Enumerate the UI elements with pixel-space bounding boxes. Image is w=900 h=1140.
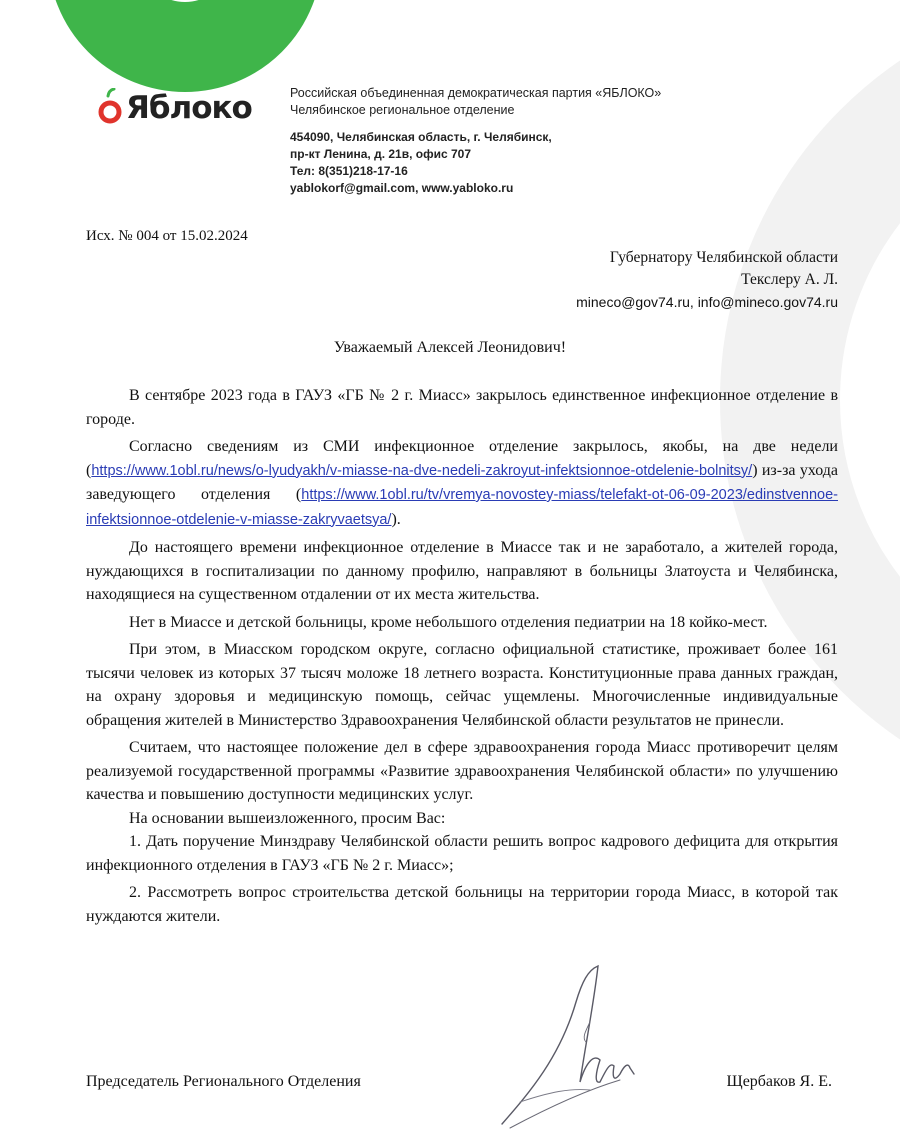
paragraph-6: Считаем, что настоящее положение дел в сфере здравоохранения города Миасс противоречит целям реализуемой государственной программы «Развитие здравоохранения Челябинской области» по улучшению качества и повышению доступности медицинских услуг. bbox=[86, 739, 838, 803]
logo-text: Яблоко bbox=[126, 90, 252, 126]
paragraph-2 bbox=[86, 435, 838, 532]
paragraph-7: На основании вышеизложенного, просим Вас: bbox=[129, 809, 446, 827]
request-item-2: 2. Рассмотреть вопрос строительства детской больницы на территории города Миасс, в которой так нуждаются жители. bbox=[86, 884, 838, 925]
handwritten-signature bbox=[490, 962, 650, 1132]
apple-logo-icon bbox=[96, 88, 124, 128]
paragraph-1: В сентябре 2023 года в ГАУЗ «ГБ № 2 г. Миасс» закрылось единственное инфекционное отделение в городе. bbox=[86, 387, 838, 428]
signatory-title: Председатель Регионального Отделения bbox=[86, 1073, 361, 1090]
outgoing-reference: Исх. № 004 от 15.02.2024 bbox=[86, 228, 248, 244]
letterhead bbox=[290, 85, 661, 197]
paragraph-4: Нет в Миассе и детской больницы, кроме небольшого отделения педиатрии на 18 койко-мест. bbox=[129, 613, 768, 631]
regional-division: Челябинское региональное отделение bbox=[290, 103, 515, 117]
paragraph-2-text-b: ) из-за ухода заведующего отделения ( bbox=[86, 461, 838, 503]
greeting: Уважаемый Алексей Леонидович! bbox=[333, 339, 567, 356]
phone: Тел: 8(351)218-17-16 bbox=[290, 164, 408, 178]
paragraph-2-text-a: Согласно сведениям из СМИ инфекционное отделение закрылось, якобы, на две недели ( bbox=[86, 438, 838, 479]
signatory-name: Щербаков Я. Е. bbox=[726, 1073, 832, 1090]
request-item-1: 1. Дать поручение Минздраву Челябинской области решить вопрос кадрового дефицита для открытия инфекционного отделения в ГАУЗ «ГБ № 2 г. Миасс»; bbox=[86, 833, 838, 874]
yabloko-logo bbox=[96, 88, 252, 128]
news-link-2[interactable]: https://www.1obl.ru/tv/vremya-novostey-miass/telefakt-ot-06-09-2023/edinstvennoe-infektsionnoe-otdelenie-v-miasse-zakryvaetsya/ bbox=[86, 487, 838, 528]
addressee-name: Текслеру А. Л. bbox=[741, 271, 838, 288]
news-link-1[interactable]: https://www.1obl.ru/news/o-lyudyakh/v-miasse-na-dve-nedeli-zakroyut-infektsionnoe-otdelenie-bolnitsy/ bbox=[91, 462, 753, 479]
addressee-title: Губернатору Челябинской области bbox=[609, 249, 838, 266]
paragraph-3: До настоящего времени инфекционное отделение в Миассе так и не заработало, а жителей города, нуждающихся в госпитализации по данному профилю, направляют в больницы Златоуста и Челябинска, находящиеся на существенном отдалении от их места жительства. bbox=[86, 539, 838, 603]
address-line-2: пр-кт Ленина, д. 21в, офис 707 bbox=[290, 147, 472, 161]
email-website: yablokorf@gmail.com, www.yabloko.ru bbox=[290, 181, 514, 195]
paragraph-2-text-c: ). bbox=[391, 510, 401, 528]
addressee bbox=[576, 247, 838, 313]
letter-body bbox=[86, 384, 838, 928]
party-name: Российская объединенная демократическая партия «ЯБЛОКО» bbox=[290, 86, 662, 100]
addressee-emails: mineco@gov74.ru, info@mineco.gov74.ru bbox=[576, 294, 838, 310]
paragraph-5: При этом, в Миасском городском округе, согласно официальной статистике, проживает более 161 тысячи человек из которых 37 тысяч моложе 18 летнего возраста. Конституционные права данных граждан, на охрану здоровья и медицинскую помощь, сейчас ущемлены. Многочисленные индивидуальные обращения жителей в Министерство Здравоохранения Челябинской области результатов не принесли. bbox=[86, 641, 838, 729]
address-line-1: 454090, Челябинская область, г. Челябинск, bbox=[290, 130, 552, 144]
contact-block bbox=[290, 129, 661, 197]
